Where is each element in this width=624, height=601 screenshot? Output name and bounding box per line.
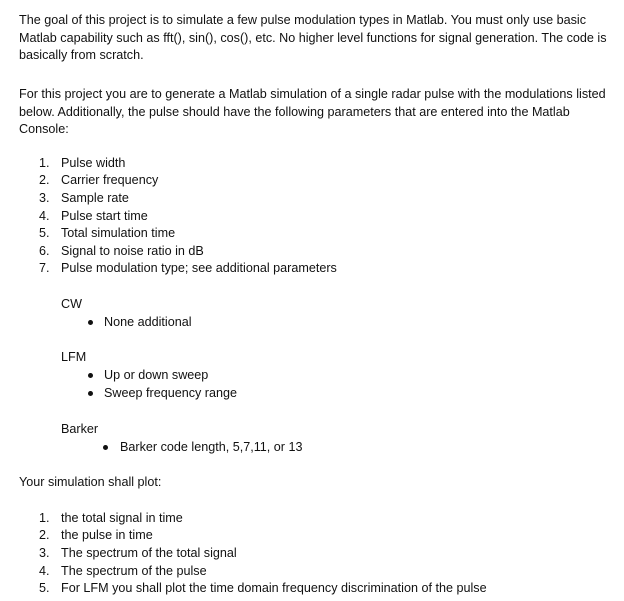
modulation-label-lfm: LFM — [61, 350, 87, 364]
list-number: 4. — [39, 209, 50, 223]
list-number: 3. — [39, 546, 50, 560]
list-number: 2. — [39, 528, 50, 542]
list-item: Signal to noise ratio in dB — [61, 244, 204, 258]
list-number: 2. — [39, 173, 50, 187]
list-item: Pulse width — [61, 156, 126, 170]
list-number: 6. — [39, 244, 50, 258]
list-item: The spectrum of the total signal — [61, 546, 237, 560]
list-item: The spectrum of the pulse — [61, 564, 207, 578]
list-item: the total signal in time — [61, 511, 183, 525]
list-number: 1. — [39, 156, 50, 170]
modulation-param: Barker code length, 5,7,11, or 13 — [120, 440, 303, 454]
list-item: Pulse modulation type; see additional parameters — [61, 261, 337, 275]
bullet-icon — [88, 320, 93, 325]
list-item: Sample rate — [61, 191, 129, 205]
list-item: Pulse start time — [61, 209, 148, 223]
bullet-icon — [88, 391, 93, 396]
list-number: 5. — [39, 581, 50, 595]
plot-heading: Your simulation shall plot: — [19, 475, 162, 489]
list-number: 7. — [39, 261, 50, 275]
list-item: For LFM you shall plot the time domain frequency discrimination of the pulse — [61, 581, 487, 595]
list-number: 3. — [39, 191, 50, 205]
modulation-param: None additional — [104, 315, 192, 329]
list-item: the pulse in time — [61, 528, 153, 542]
list-item: Carrier frequency — [61, 173, 159, 187]
list-item: Total simulation time — [61, 226, 176, 240]
list-number: 5. — [39, 226, 50, 240]
modulation-param: Sweep frequency range — [104, 386, 238, 400]
list-number: 4. — [39, 564, 50, 578]
modulation-label-barker: Barker — [61, 422, 99, 436]
modulation-label-cw: CW — [61, 297, 82, 311]
list-number: 1. — [39, 511, 50, 525]
bullet-icon — [88, 373, 93, 378]
intro-paragraph-goal: The goal of this project is to simulate a few pulse modulation types in Matlab. You must only use basic Matlab capability such as fft(), sin(), cos(), etc. No higher level functions for signal generation. The code is basically from scratch. — [19, 13, 607, 62]
modulation-param: Up or down sweep — [104, 368, 209, 382]
intro-paragraph-parameters: For this project you are to generate a Matlab simulation of a single radar pulse with the modulations listed below. Additionally, the pulse should have the following parameters that are entered into the Matlab Console: — [19, 87, 606, 136]
bullet-icon — [103, 445, 108, 450]
